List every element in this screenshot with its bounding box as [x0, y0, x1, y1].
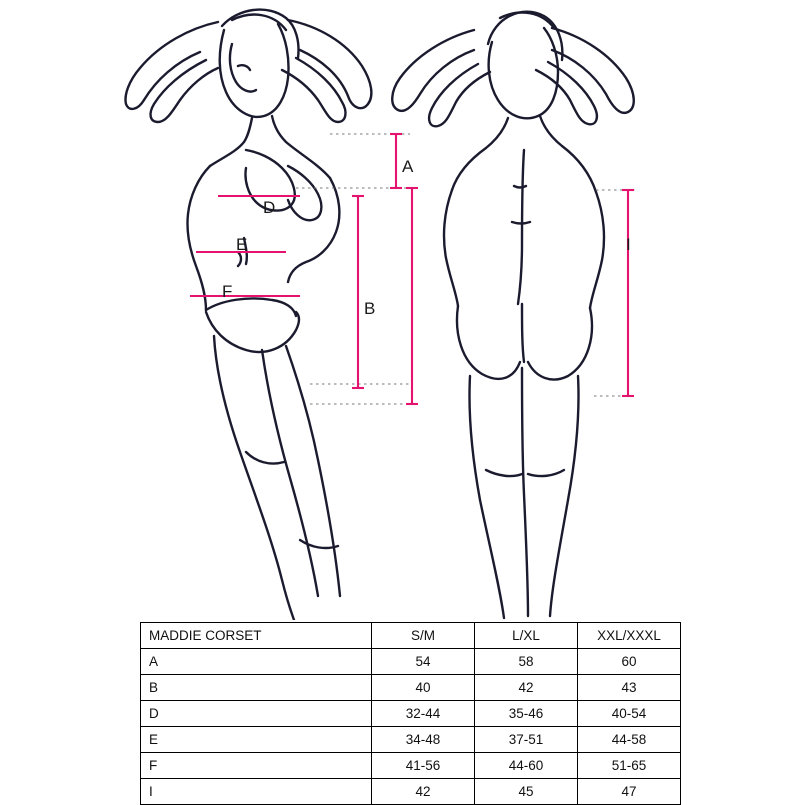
row-label-i: I [141, 779, 372, 805]
back-figure [392, 12, 634, 618]
cell-e-sm: 34-48 [372, 727, 475, 753]
row-label-d: D [141, 701, 372, 727]
table-header-title: MADDIE CORSET [141, 623, 372, 649]
table-row [141, 701, 681, 727]
row-label-e: E [141, 727, 372, 753]
cell-a-sm: 54 [372, 649, 475, 675]
row-label-b: B [141, 675, 372, 701]
cell-b-lxl: 42 [475, 675, 578, 701]
cell-i-xxl: 47 [578, 779, 681, 805]
table-row [141, 779, 681, 805]
size-table-container [140, 622, 668, 805]
guide-lines [296, 134, 636, 404]
cell-e-xxl: 44-58 [578, 727, 681, 753]
cell-d-sm: 32-44 [372, 701, 475, 727]
table-header-xxlxxxl: XXL/XXXL [578, 623, 681, 649]
cell-f-sm: 41-56 [372, 753, 475, 779]
table-header-row [141, 623, 681, 649]
measure-label-f: F [222, 282, 233, 301]
cell-d-xxl: 40-54 [578, 701, 681, 727]
cell-i-lxl: 45 [475, 779, 578, 805]
measure-label-a: A [402, 157, 414, 176]
measure-label-d: D [263, 198, 276, 217]
cell-f-xxl: 51-65 [578, 753, 681, 779]
table-row [141, 675, 681, 701]
row-label-f: F [141, 753, 372, 779]
cell-b-sm: 40 [372, 675, 475, 701]
table-header-sm: S/M [372, 623, 475, 649]
row-label-a: A [141, 649, 372, 675]
cell-a-lxl: 58 [475, 649, 578, 675]
cell-d-lxl: 35-46 [475, 701, 578, 727]
front-figure [126, 10, 372, 620]
cell-i-sm: 42 [372, 779, 475, 805]
cell-f-lxl: 44-60 [475, 753, 578, 779]
table-row [141, 649, 681, 675]
measure-label-b: B [364, 299, 376, 318]
cell-b-xxl: 43 [578, 675, 681, 701]
size-table [140, 622, 681, 805]
measure-label-e: E [236, 235, 248, 254]
table-header-lxl: L/XL [475, 623, 578, 649]
table-row [141, 727, 681, 753]
table-row [141, 753, 681, 779]
measure-label-i: I [626, 235, 631, 254]
cell-a-xxl: 60 [578, 649, 681, 675]
cell-e-lxl: 37-51 [475, 727, 578, 753]
